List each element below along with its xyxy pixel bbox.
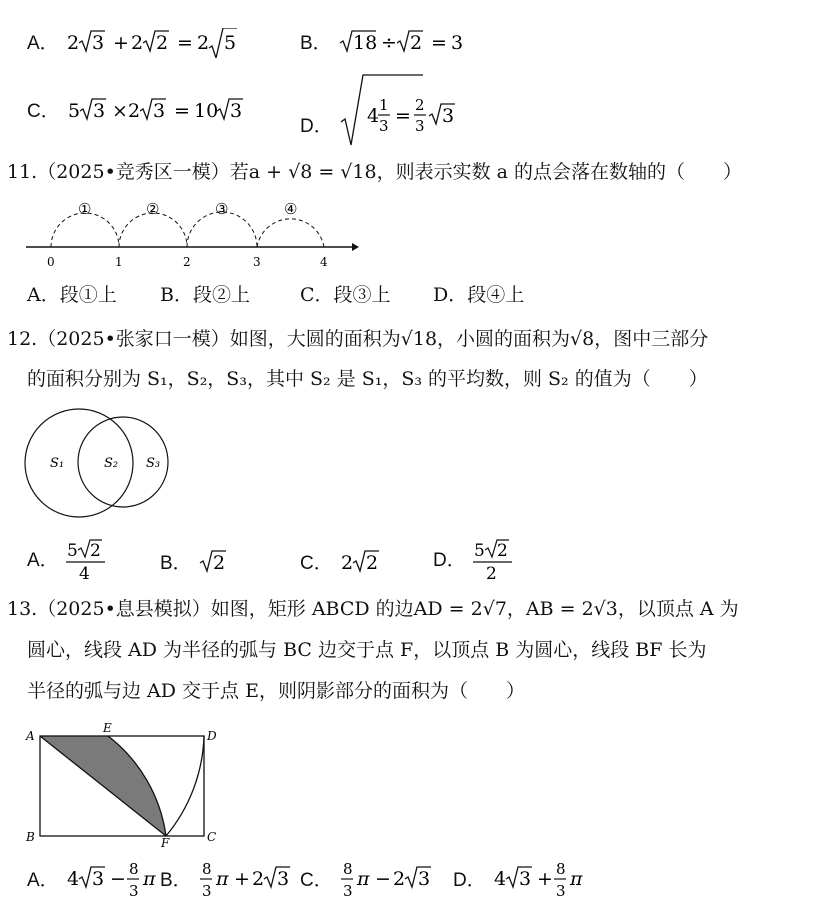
svg-text:3: 3 [417,868,430,890]
svg-text:3: 3 [342,882,353,900]
svg-text:−: − [374,868,391,890]
option-label: D． [453,869,486,891]
q13-line-1: 13.（2025•息县模拟）如图，矩形 ABCD 的边AD = 2√7，AB = 2√3，以顶点 A 为 [7,598,739,620]
q11-option-a: A．段①上 [27,284,117,306]
svg-text:π: π [569,868,583,890]
svg-text:2: 2 [155,32,168,54]
tick-label: 4 [320,255,328,269]
svg-text:+: + [112,32,129,54]
segment-arc [257,219,324,247]
q13-line-3: 半径的弧与边 AD 交于点 E，则阴影部分的面积为（ ） [27,680,525,702]
segment-arc [51,213,119,247]
q10-option-d [300,72,539,150]
svg-text:5: 5 [223,32,236,54]
arc-fd [166,736,204,836]
svg-text:2: 2 [485,564,497,582]
q12-option-d-math [472,538,532,582]
svg-text:+: + [233,868,250,890]
svg-text:+: + [536,868,553,890]
point-label-b: B [26,830,35,844]
svg-text:π: π [356,868,370,890]
svg-text:3: 3 [229,100,242,122]
svg-text:3: 3 [91,32,104,54]
point-label-f: F [161,836,170,847]
svg-text:3: 3 [414,117,425,135]
svg-text:2: 2 [496,541,508,561]
svg-text:3: 3 [128,882,139,900]
svg-text:2: 2 [66,32,79,54]
svg-text:2: 2 [212,552,225,574]
svg-text:2: 2 [196,32,209,54]
q12-option-a-math [65,538,125,582]
tick-label: 0 [47,255,55,269]
svg-text:4: 4 [78,564,90,582]
tick-label: 1 [115,255,123,269]
svg-text:=: = [173,100,190,122]
q12-line-2: 的面积分别为 S₁，S₂，S₃，其中 S₂ 是 S₁，S₃ 的平均数，则 S₂ 的值为（ ） [27,368,708,390]
svg-text:5: 5 [67,100,80,122]
svg-text:−: − [109,868,126,890]
svg-text:÷: ÷ [380,32,397,54]
q10-option-a-math [65,28,275,58]
q12-option-c-math [339,548,389,578]
svg-text:8: 8 [201,860,212,878]
q11-option-d: D．段④上 [433,284,525,306]
q13-rectangle-diagram [20,722,230,847]
svg-text:2: 2 [409,32,422,54]
segment-label: ① [78,200,92,218]
region-label-s2: S₂ [104,456,119,471]
tick-label: 3 [253,255,261,269]
q11-stem: 11.（2025•竞秀区一模）若a + √8 = √18，则表示实数 a 的点会落在数轴的（ ） [7,161,742,183]
q13-option-d-math [492,858,612,902]
segment-arc [119,213,187,247]
svg-text:8: 8 [342,860,353,878]
q10-option-d-math [339,72,539,150]
point-label-e: E [103,722,112,735]
svg-text:8: 8 [555,860,566,878]
svg-text:2: 2 [89,541,101,561]
q13-option-c-math [339,858,459,902]
option-label: C． [300,869,333,891]
q12-option-b [160,548,238,578]
q12-option-b-math [198,548,238,578]
svg-text:4: 4 [493,868,506,890]
q12-line-1: 12.（2025•张家口一模）如图，大圆的面积为√18，小圆的面积为√8，图中三部分 [7,328,709,350]
svg-text:4: 4 [366,105,379,127]
svg-text:2: 2 [130,32,143,54]
q11-option-b: B．段②上 [160,284,250,306]
svg-text:×: × [111,100,128,122]
svg-text:2: 2 [414,96,425,114]
segment-label: ② [146,200,160,218]
region-label-s3: S₃ [146,456,161,471]
q10-option-b [300,28,518,58]
option-label: D． [300,115,333,137]
svg-text:=: = [176,32,193,54]
q11-number-line [22,196,362,270]
svg-text:5: 5 [473,541,485,561]
svg-text:8: 8 [128,860,139,878]
svg-text:4: 4 [66,868,79,890]
option-label: B． [160,869,192,891]
number-line-arrow [352,243,359,251]
svg-text:3: 3 [201,882,212,900]
svg-text:3: 3 [378,117,389,135]
option-label: A． [27,32,59,54]
q13-option-c [300,858,459,902]
svg-text:5: 5 [66,541,78,561]
svg-text:3: 3 [91,868,104,890]
option-label: D． [433,549,466,571]
region-label-s1: S₁ [50,456,65,471]
svg-text:3: 3 [450,32,463,54]
svg-text:3: 3 [518,868,531,890]
point-label-d: D [207,729,217,743]
svg-text:3: 3 [152,100,165,122]
option-label: B． [300,32,332,54]
q12-option-d [433,538,532,582]
svg-text:=: = [394,105,411,127]
svg-text:2: 2 [127,100,140,122]
segment-label: ④ [284,200,298,218]
option-label: A． [27,869,59,891]
q11-option-c: C．段③上 [300,284,391,306]
q13-option-d [453,858,612,902]
svg-text:18: 18 [352,32,377,54]
q13-line-2: 圆心，线段 AD 为半径的弧与 BC 边交于点 F，以顶点 B 为圆心，线段 BF 长为 [27,639,707,661]
q12-option-c [300,548,389,578]
q10-option-a [27,28,275,58]
q10-option-c-math [66,96,286,126]
svg-text:2: 2 [251,868,264,890]
option-label: C． [300,552,333,574]
svg-text:π: π [142,868,156,890]
svg-text:π: π [215,868,229,890]
segment-label: ③ [215,200,229,218]
svg-text:2: 2 [340,552,353,574]
svg-text:3: 3 [555,882,566,900]
svg-text:2: 2 [365,552,378,574]
q13-option-b [160,858,318,902]
svg-text:1: 1 [378,96,389,114]
q12-venn-diagram [22,405,172,525]
q10-option-c [27,96,286,126]
point-label-c: C [207,830,217,844]
svg-text:3: 3 [441,105,454,127]
svg-text:=: = [430,32,447,54]
q10-option-b-math [338,28,518,58]
q12-option-a [27,538,125,582]
option-label: A． [27,549,59,571]
svg-text:2: 2 [392,868,405,890]
svg-text:10: 10 [193,100,218,122]
svg-text:3: 3 [92,100,105,122]
option-label: C． [27,100,60,122]
tick-label: 2 [183,255,191,269]
option-label: B． [160,552,192,574]
svg-text:3: 3 [276,868,289,890]
point-label-a: A [26,729,35,743]
